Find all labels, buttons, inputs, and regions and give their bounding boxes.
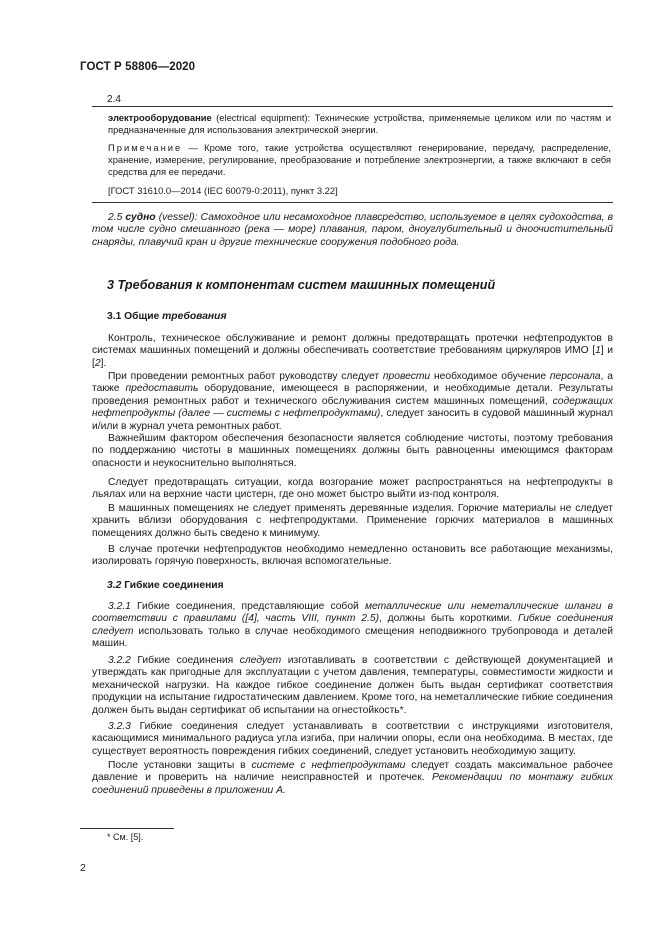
footnote: * См. [5]. <box>107 832 144 842</box>
s32-paragraph-1: 3.2.1 Гибкие соединения, представляющие собой металлические или неметаллические шланги в соответствии с правилами ([4], часть VIII, пункт 2.5), должны быть короткими. Гибкие соединения следует использовать только в случае необходимого смещения неподвижного трубопровода и деталей машин. <box>92 601 613 650</box>
document-header: ГОСТ Р 58806—2020 <box>80 61 196 73</box>
section-3-1-title: 3.1 Общие требования <box>107 311 227 322</box>
definition-box <box>92 106 613 203</box>
section-3-2-title: 3.2 Гибкие соединения <box>107 580 224 591</box>
definition-vessel: 2.5 судно (vessel): Самоходное или несамоходное плавсредство, используемое в целях судоходства, в том числе судно смешанного (река — море) плавания, паром, дноуглубительный и дноочистительный снаряды, плавучий кран и другие технические сооружения подобного рода. <box>92 212 613 248</box>
section-3-title: 3 Требования к компонентам систем машинных помещений <box>107 278 496 292</box>
definition-note: Примечание — Кроме того, такие устройства осуществляют генерирование, передачу, распределение, хранение, измерение, регулирование, преобразование и потребление электроэнергии, а также включают в себя средства для ее передачи. <box>108 142 611 177</box>
term-vessel: судно <box>125 212 156 223</box>
s32-paragraph-4: После установки защиты в системе с нефтепродуктами следует создать максимальное рабочее давление и проверить на наличие неисправностей и протечек. Рекомендации по монтажу гибких соединений приведены в приложении А. <box>92 760 613 796</box>
s31-paragraph-5: В машинных помещениях не следует применять деревянные изделия. Горючие материалы не следует хранить вблизи оборудования с нефтепродуктами. Применение горючих материалов в машинных помещениях должно быть сведено к минимуму. <box>92 503 613 539</box>
s31-paragraph-3: Важнейшим фактором обеспечения безопасности является соблюдение чистоты, поэтому требования по поддержанию чистоты в машинных помещениях должны быть равноценны имеющимся факторам опасности и неукоснительно выполняться. <box>92 433 613 469</box>
s31-paragraph-2: При проведении ремонтных работ руководству следует провести необходимое обучение персонала, а также предоставить оборудование, имеющееся в распоряжении, и необходимые детали. Результаты проведения ремонтных работ и технического обслуживания систем машинных помещений, содержащих нефтепродукты (далее — системы с нефтепродуктами), следует заносить в судовой машинный журнал и/или в журнал учета ремонтных работ. <box>92 371 614 432</box>
definition-electrical-equipment: электрооборудование (electrical equipment): Технические устройства, применяемые целиком или по частям и предназначенные для использования электрической энергии. <box>108 112 611 135</box>
s32-paragraph-3: 3.2.3 Гибкие соединения следует устанавливать в соответствии с инструкциями изготовителя, касающимися минимального радиуса угла изгиба, при наличии опоры, если она необходима. В местах, где существует вероятность повреждения гибких соединений, следует установить необходимую защиту. <box>92 721 613 757</box>
definition-reference: [ГОСТ 31610.0—2014 (IEC 60079-0:2011), пункт 3.22] <box>108 185 338 196</box>
footnote-divider <box>80 828 174 829</box>
page-number: 2 <box>80 862 86 874</box>
s32-paragraph-2: 3.2.2 Гибкие соединения следует изготавливать в соответствии с действующей документацией и утверждать как пригодные для эксплуатации с учетом давления, температуры, совместимости жидкости и механической нагрузки. На каждое гибкое соединение должен быть выдан сертификат соответствия продукции на испытание гидростатическим давлением. Кроме того, на неметаллические гибкие соединения должен быть выдан сертификат об испытании на огнестойкость*. <box>92 655 613 716</box>
s31-paragraph-4: Следует предотвращать ситуации, когда возгорание может распространяться на нефтепродукты в льялах или на верхние части цистерн, где оно может быстро выйти из-под контроля. <box>92 477 613 501</box>
note-label: Примечание <box>108 142 183 153</box>
s31-paragraph-6: В случае протечки нефтепродуктов необходимо немедленно остановить все работающие механизмы, изолировать горячую поверхность, включая вспомогательные. <box>92 544 613 568</box>
term-electrical-equipment: электрооборудование <box>108 112 212 123</box>
s31-paragraph-1: Контроль, техническое обслуживание и ремонт должны предотвращать протечки нефтепродуктов в системах машинных помещений и должны обеспечивать соответствие требованиям циркуляров ИМО [1] и [2]. <box>92 333 613 369</box>
clause-number-2-4: 2.4 <box>107 94 121 105</box>
